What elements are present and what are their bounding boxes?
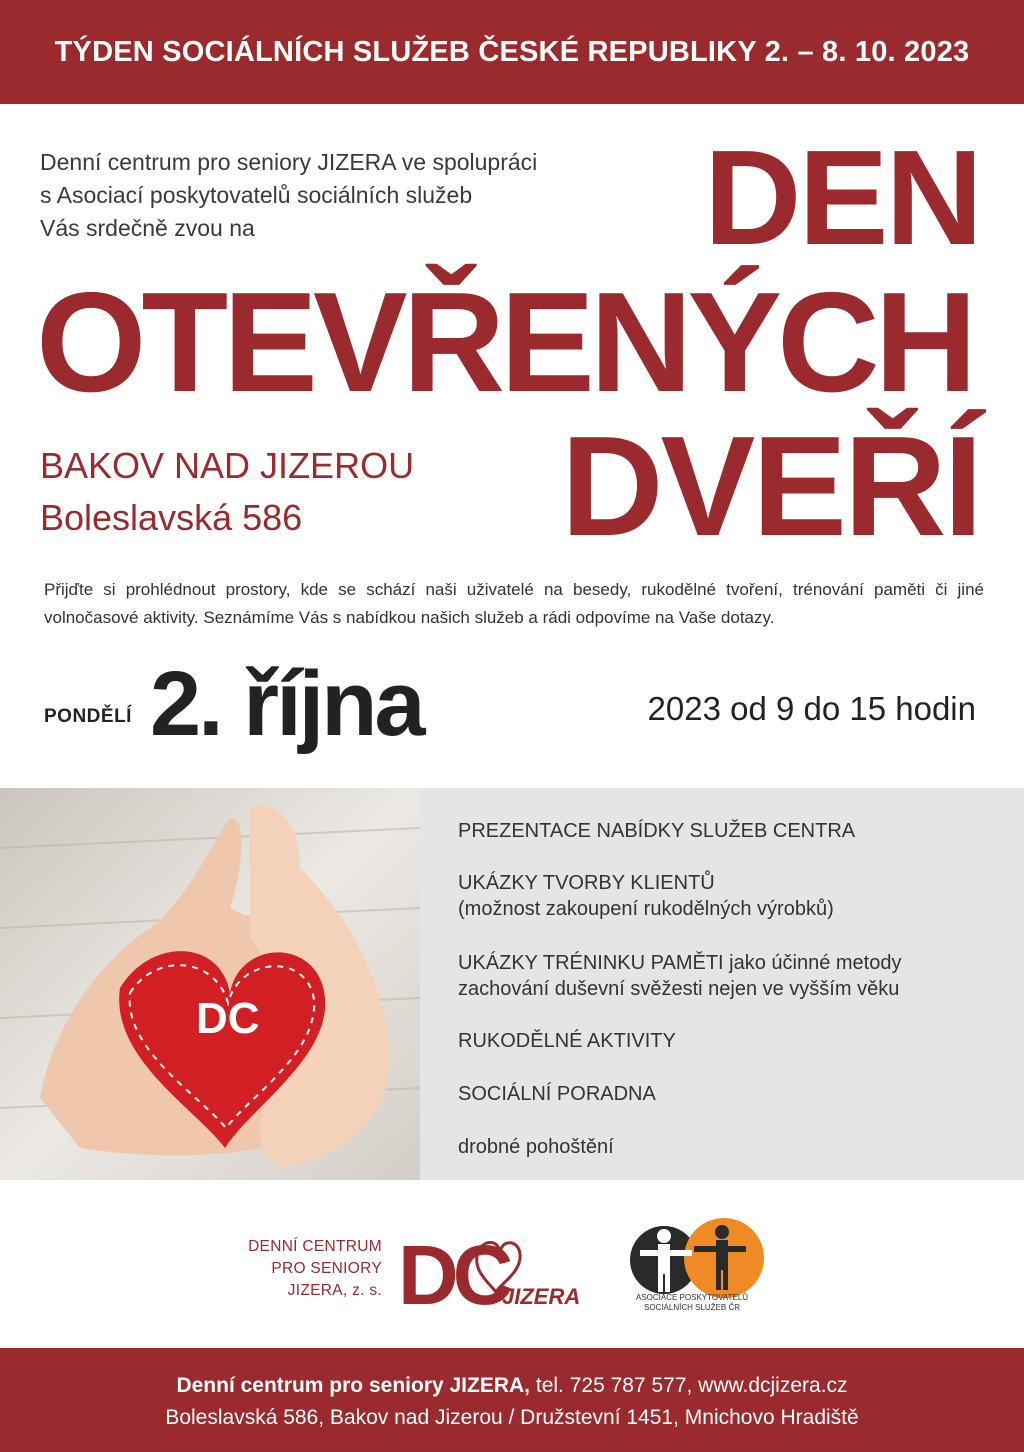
dc-jizera-logo — [396, 1228, 596, 1310]
event-weekday: PONDĚLÍ — [44, 706, 132, 727]
event-time: 2023 od 9 do 15 hodin — [647, 690, 976, 727]
dc-logo-name: JIZERA — [502, 1284, 581, 1309]
dc-logo-line: PRO SENIORY — [271, 1260, 382, 1277]
activity-item: RUKODĚLNÉ AKTIVITY — [458, 1030, 676, 1052]
event-date — [0, 650, 1024, 760]
footer-org: Denní centrum pro seniory JIZERA, — [176, 1374, 531, 1397]
event-day: 2. října — [150, 653, 423, 755]
footer-addresses: Boleslavská 586, Bakov nad Jizerou / Družstevní 1451, Mnichovo Hradiště — [165, 1406, 859, 1429]
intro-line: s Asociací poskytovatelů sociálních služeb — [40, 182, 473, 208]
top-banner — [0, 0, 1024, 104]
footer-contact-line — [0, 1372, 1024, 1400]
event-week-title: TÝDEN SOCIÁLNÍCH SLUŽEB ČESKÉ REPUBLIKY 2. – 8. 10. 2023 — [54, 36, 970, 68]
apss-logo — [612, 1196, 772, 1336]
activity-item: UKÁZKY TVORBY KLIENTŮ — [458, 872, 715, 894]
activity-item: SOCIÁLNÍ PORADNA — [458, 1083, 656, 1105]
apss-logo-line: SOCIÁLNÍCH SLUŽEB ČR — [643, 1303, 741, 1312]
apss-logo-line: ASOCIACE POSKYTOVATELŮ — [635, 1293, 749, 1302]
event-description: Přijďte si prohlédnout prostory, kde se schází naši uživatelé na besedy, rukodělné tvoření, trénování paměti či jiné volnočasové aktivity. Seznámíme Vás s nabídkou našich služeb a rádi odpovíme na Vaše dotazy. — [44, 580, 984, 627]
footer — [0, 1348, 1024, 1452]
activity-note: (možnost zakoupení rukodělných výrobků) — [458, 898, 834, 920]
activities-panel — [420, 788, 1024, 1180]
title-dveri: DVEŘÍ — [561, 407, 980, 566]
dc-logo-text — [248, 1236, 382, 1302]
location-street: Boleslavská 586 — [40, 497, 303, 538]
title-otevrenych: OTEVŘENÝCH — [36, 263, 973, 422]
activity-item: zachování duševní svěžesti nejen ve vyšším věku — [458, 978, 900, 1000]
dc-logo-line: JIZERA, z. s. — [287, 1282, 382, 1299]
activity-item: PREZENTACE NABÍDKY SLUŽEB CENTRA — [458, 820, 856, 842]
title-den: DEN — [703, 122, 980, 273]
heart-dc-mark: DC — [196, 994, 260, 1043]
footer-contact: tel. 725 787 577, www.dcjizera.cz — [530, 1374, 848, 1397]
dc-logo-mark: DC — [398, 1228, 508, 1310]
location-city: BAKOV NAD JIZEROU — [40, 445, 415, 486]
hands-heart-illustration — [0, 788, 420, 1180]
hands-heart-photo — [0, 788, 420, 1180]
dc-logo-line: DENNÍ CENTRUM — [248, 1238, 382, 1255]
intro-line: Vás srdečně zvou na — [40, 215, 255, 241]
invitation-text — [40, 146, 660, 245]
intro-line: Denní centrum pro seniory JIZERA ve spolupráci — [40, 149, 538, 175]
activity-item: UKÁZKY TRÉNINKU PAMĚTI jako účinné metody — [458, 952, 902, 974]
location — [40, 440, 414, 544]
activity-item: drobné pohoštění — [458, 1136, 614, 1158]
